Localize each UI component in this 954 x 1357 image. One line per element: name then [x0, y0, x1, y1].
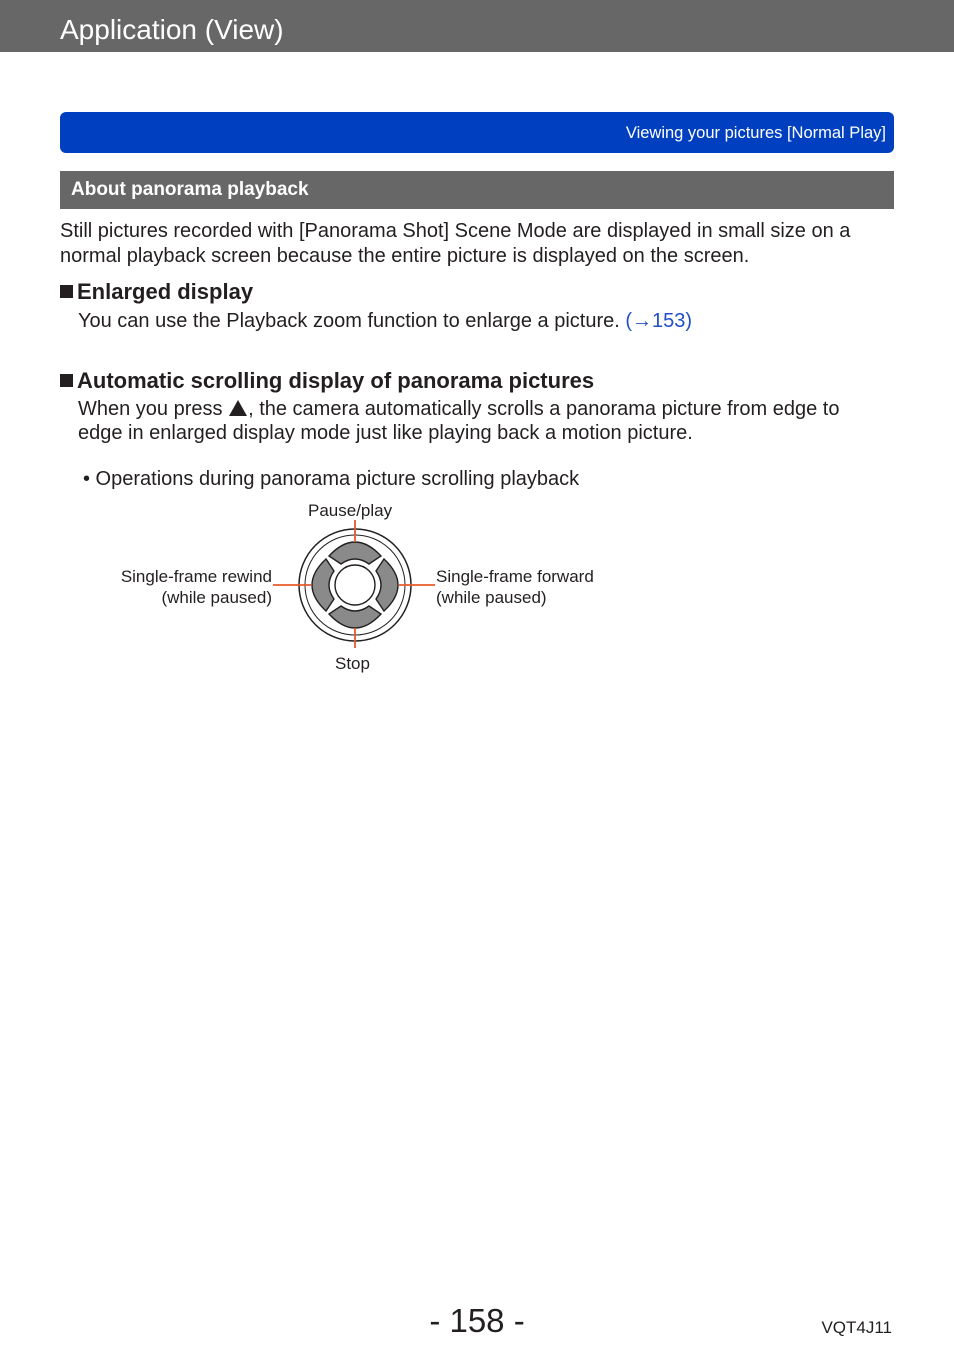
- forward-label: [436, 566, 594, 608]
- enlarged-text: You can use the Playback zoom function to enlarge a picture.: [78, 310, 626, 332]
- control-dial-diagram: [270, 520, 440, 648]
- model-code: VQT4J11: [821, 1318, 892, 1337]
- breadcrumb[interactable]: Viewing your pictures [Normal Play]: [625, 124, 886, 142]
- square-bullet-icon: [60, 285, 73, 298]
- auto-scroll-heading: [60, 368, 594, 394]
- auto-scroll-text-after: , the camera automatically scrolls a panorama picture from edge to edge in enlarged display mode just like playing back a motion picture.: [78, 398, 840, 444]
- page-number: - 158 -: [429, 1302, 525, 1339]
- intro-paragraph: Still pictures recorded with [Panorama Shot] Scene Mode are displayed in small size on a normal playback screen because the entire picture is displayed on the screen.: [60, 220, 851, 267]
- pause-play-label: Pause/play: [308, 501, 393, 520]
- section-header: [60, 171, 894, 209]
- enlarged-heading-text: Enlarged display: [77, 279, 254, 304]
- rewind-label: [121, 566, 272, 608]
- operations-bullet: • Operations during panorama picture scrolling playback: [83, 468, 580, 490]
- square-bullet-icon: [60, 374, 73, 387]
- auto-scroll-heading-text: Automatic scrolling display of panorama pictures: [77, 368, 595, 393]
- enlarged-paragraph: [78, 309, 888, 333]
- forward-label-line1: Single-frame forward: [436, 567, 594, 586]
- breadcrumb-bar: [60, 112, 894, 153]
- enlarged-heading: [60, 279, 253, 305]
- header-title: Application (View): [60, 14, 284, 45]
- stop-label: Stop: [335, 654, 370, 673]
- rewind-label-line1: Single-frame rewind: [120, 567, 272, 586]
- page-ref-link[interactable]: (→153): [625, 310, 693, 332]
- forward-label-line2: (while paused): [436, 588, 547, 607]
- auto-scroll-text-before: When you press: [78, 398, 229, 420]
- page-header: [0, 0, 954, 52]
- up-triangle-icon: [229, 400, 247, 416]
- section-title: About panorama playback: [71, 179, 309, 200]
- center-button-icon: [335, 565, 375, 605]
- auto-scroll-paragraph: [78, 397, 888, 445]
- rewind-label-line2: (while paused): [161, 588, 272, 607]
